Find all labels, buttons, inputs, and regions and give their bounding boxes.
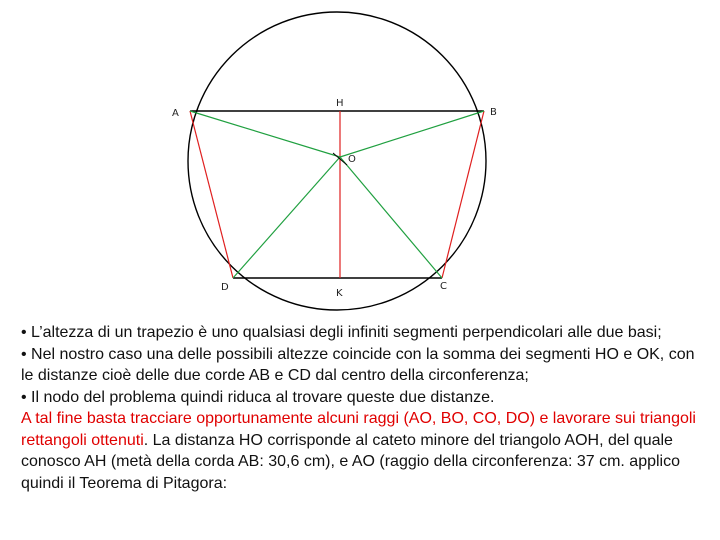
method-continuation: . La distanza HO corrisponde al cateto minore del triangolo AOH, del quale conosco AH (metà della corda AB: 30,6 cm), e AO (raggio della circonferenza: 37 cm. applico quindi il Teorema di Pitagora: bbox=[21, 431, 680, 492]
label-b: B bbox=[490, 107, 497, 118]
leg-ad bbox=[190, 111, 233, 278]
explanation-text bbox=[21, 322, 711, 494]
paragraph-method bbox=[21, 408, 711, 494]
label-c: C bbox=[440, 281, 447, 292]
label-d: D bbox=[221, 282, 229, 293]
label-k: K bbox=[336, 288, 343, 299]
paragraph-height-sum: • Nel nostro caso una delle possibili altezze coincide con la somma dei segmenti HO e OK, con le distanze cioè delle due corde AB e CD dal centro della circonferenza; bbox=[21, 345, 695, 384]
radius-do bbox=[233, 157, 340, 278]
label-o: O bbox=[348, 154, 356, 165]
label-a: A bbox=[172, 108, 179, 119]
paragraph-height-definition: • L’altezza di un trapezio è uno qualsiasi degli infiniti segmenti perpendicolari alle due basi; bbox=[21, 324, 662, 341]
paragraph-problem-node: • Il nodo del problema quindi riduca al trovare queste due distanze. bbox=[21, 388, 495, 406]
leg-bc bbox=[442, 111, 484, 278]
radius-bo bbox=[340, 111, 484, 157]
label-h: H bbox=[336, 98, 344, 109]
method-highlight: A tal fine basta tracciare opportunamente alcuni raggi (AO, BO, CO, DO) e lavorare sui triangoli rettangoli ottenuti bbox=[21, 410, 696, 449]
radius-ao bbox=[190, 111, 340, 157]
radius-co bbox=[340, 157, 442, 278]
